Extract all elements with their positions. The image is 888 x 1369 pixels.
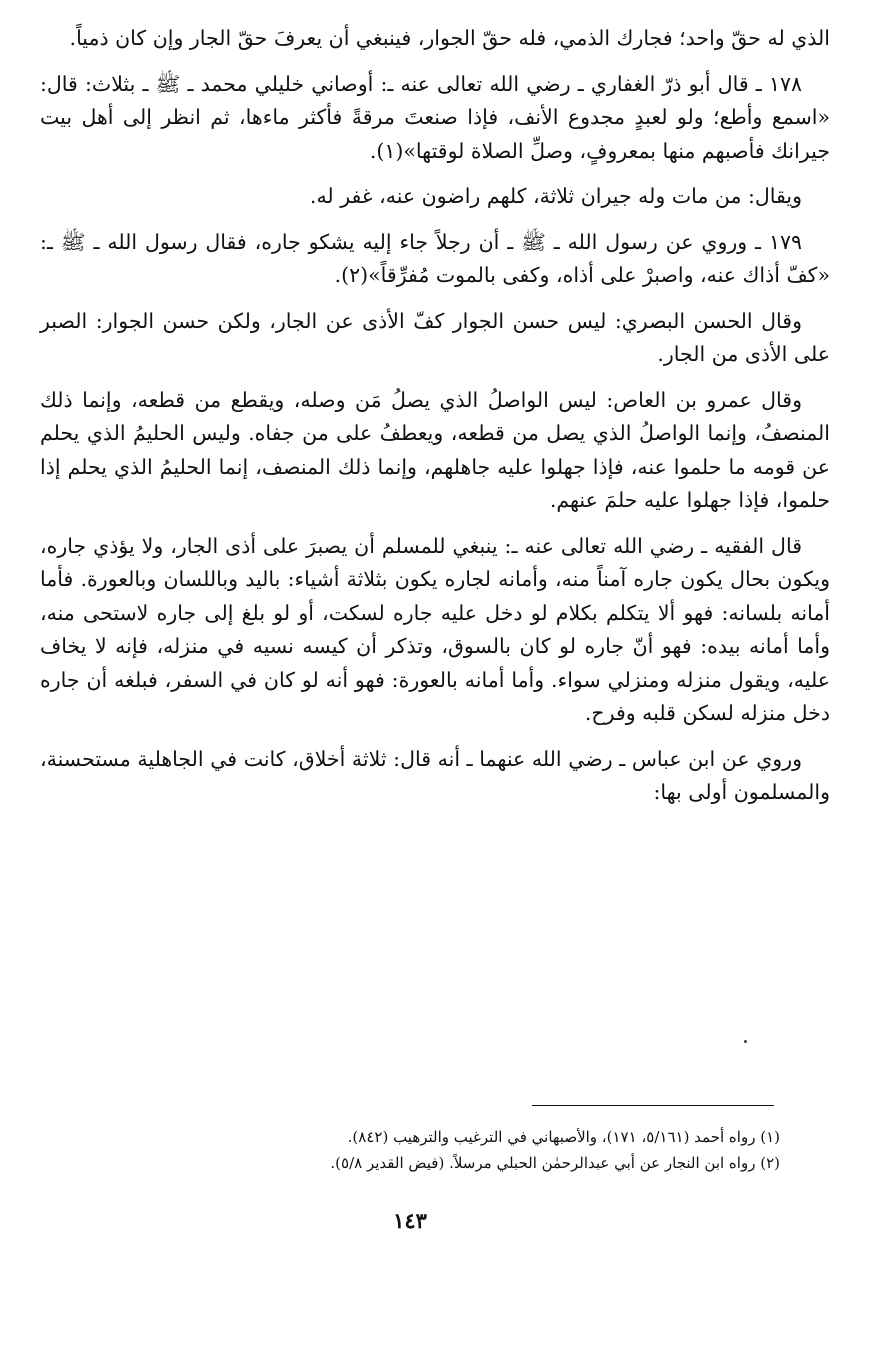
scan-speck: [744, 1040, 747, 1043]
paragraph-amr-ibn-al-as: وقال عمرو بن العاص: ليس الواصلُ الذي يصلُ مَن وصله، ويقطع من قطعه، وإنما ذلك المنصفُ، وإنما الواصلُ الذي يصل من قطعه، ويعطفُ على من جفاه. وليس الحليمُ الذي يحلم عن قومه ما حلموا عنه، فإذا جهلوا عليه جاهلهم، وإنما ذلك المنصف، إنما الحليمُ الذي يحلم إذا حلموا، فإذا جهلوا عليه حلمَ عنهم.: [40, 387, 830, 512]
footnote-separator: [532, 1105, 774, 1106]
paragraph-hasan-basri: وقال الحسن البصري: ليس حسن الجوار كفّ الأذى عن الجار، ولكن حسن الجوار: الصبر على الأذى من الجار.: [40, 308, 830, 366]
main-text: [40, 22, 830, 822]
paragraph-ibn-abbas: وروي عن ابن عباس ـ رضي الله عنهما ـ أنه قال: ثلاثة أخلاق، كانت في الجاهلية مستحسنة، والمسلمون أولى بها:: [40, 746, 830, 804]
page-number: ١٤٣: [393, 1208, 427, 1233]
footnote-1: (١) رواه أحمد (٥/١٦١، ١٧١)، والأصبهاني في الترغيب والترهيب (٨٤٢).: [347, 1128, 780, 1146]
paragraph-hadith-179: ١٧٩ ـ وروي عن رسول الله ـ ﷺ ـ أن رجلاً جاء إليه يشكو جاره، فقال رسول الله ـ ﷺ ـ: «كفّ أذاك عنه، واصبرْ على أذاه، وكفى بالموت مُفرِّقاً»(٢).: [40, 229, 830, 287]
footnotes: [120, 1124, 780, 1176]
paragraph-saying-neighbors: ويقال: من مات وله جيران ثلاثة، كلهم راضون عنه، غفر له.: [309, 184, 802, 208]
paragraph-continuation: الذي له حقّ واحد؛ فجارك الذمي، فله حقّ الجوار، فينبغي أن يعرفَ حقّ الجار وإن كان ذمياً.: [69, 26, 830, 50]
footnote-2: (٢) رواه ابن النجار عن أبي عبدالرحمٰن الحبلي مرسلاً. (فيض القدير ٥/٨).: [330, 1154, 780, 1172]
paragraph-faqih: قال الفقيه ـ رضي الله تعالى عنه ـ: ينبغي للمسلم أن يصبرَ على أذى الجار، ولا يؤذي جاره، ويكون بحال يكون جاره آمناً منه، وأمانه لجاره يكون بثلاثة أشياء: باليد وباللسان وبالعورة. فأما أمانه بلسانه: فهو ألا يتكلم بكلام لو دخل عليه جاره لسكت، أو لو بلغ إلى جاره لاستحى منه، وأما أمانه بيده: فهو أنّ جاره لو كان بالسوق، وتذكر أن كيسه نسيه في منزله، فإنه لا يخاف عليه، ويقول منزله ومنزلي سواء. وأما أمانه بالعورة: فهو أنه لو كان في السفر، فبلغه أن جاره دخل منزله لسكن قلبه وفرح.: [40, 533, 830, 725]
paragraph-hadith-178: ١٧٨ ـ قال أبو ذرّ الغفاري ـ رضي الله تعالى عنه ـ: أوصاني خليلي محمد ـ ﷺ ـ بثلاث: قال: «اسمع وأطع؛ ولو لعبدٍ مجدوع الأنف، فإذا صنعتَ مرقةً فأكثر ماءها، ثم انظر إلى أهل بيت جيرانك فأصبهم منها بمعروفٍ، وصلِّ الصلاة لوقتها»(١).: [40, 71, 830, 163]
